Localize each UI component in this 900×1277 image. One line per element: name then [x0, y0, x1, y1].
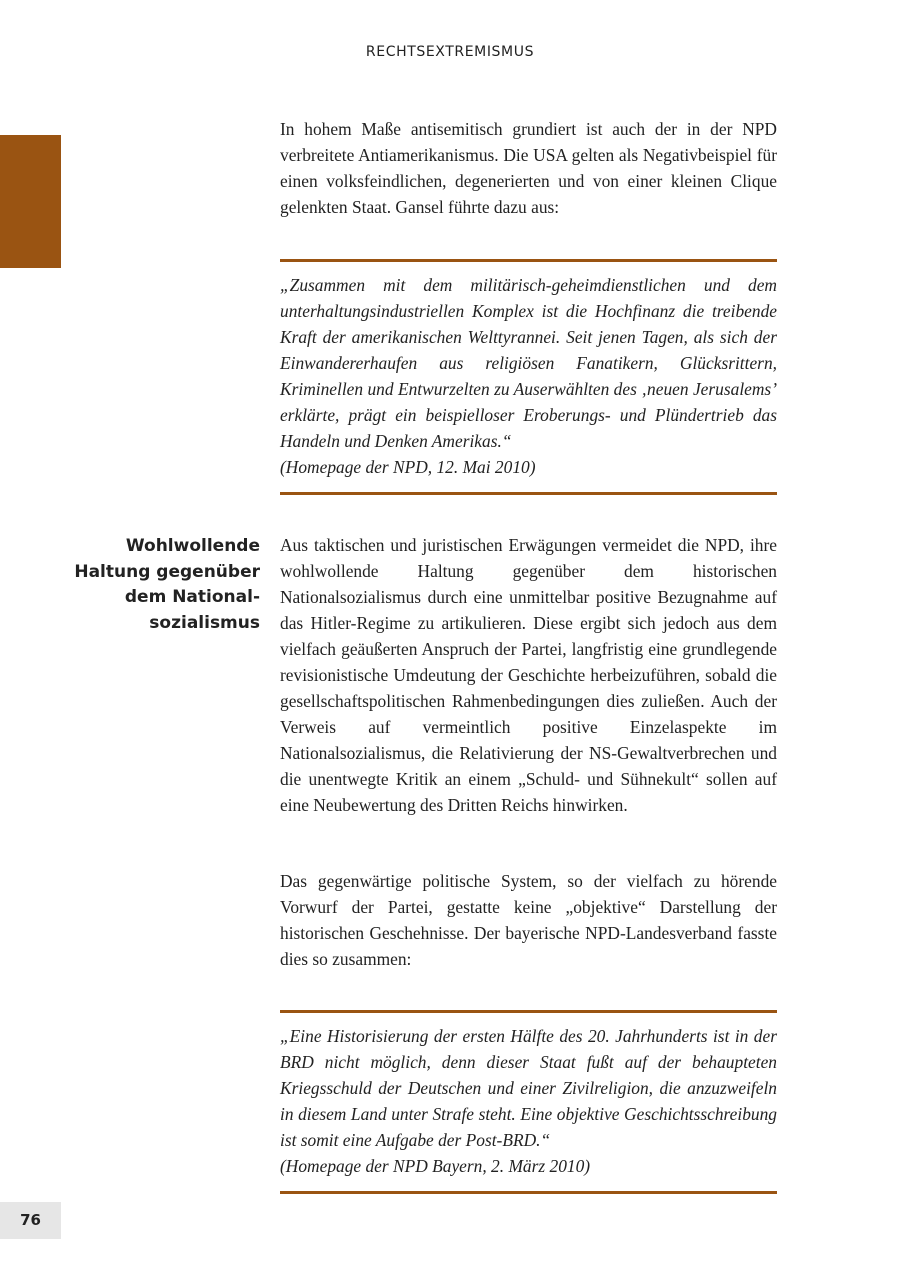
section-paragraph-2-block — [280, 868, 777, 972]
intro-paragraph: In hohem Maße antisemitisch grundiert ist auch der in der NPD verbreitete Antiamerikanismus. Die USA gelten als Negativbeispiel für einen volksfeindlichen, degenerierten und von einer kleinen Clique gelenkten Staat. Gansel führte dazu aus: — [280, 119, 777, 217]
quote1-top-rule — [280, 259, 777, 262]
heading-line-2: Haltung gegenüber — [74, 561, 260, 582]
quote1-source: (Homepage der NPD, 12. Mai 2010) — [280, 457, 536, 477]
quote2-bottom-rule — [280, 1191, 777, 1194]
quote2-top-rule — [280, 1010, 777, 1013]
section-paragraph-1: Aus taktischen und juristischen Erwägungen vermeidet die NPD, ihre wohlwollende Haltung gegenüber dem historischen Nationalsozialismus durch eine unmittelbar positive Bezugnahme auf das Hitler-Regime zu artikulieren. Diese ergibt sich jedoch aus dem vielfach geäußerten Anspruch der Partei, langfristig eine grundlegende revisionistische Umdeutung der Geschichte herbeizuführen, sobald die gesellschaftspolitischen Rahmenbedingungen dies zuließen. Auch der Verweis auf vermeintlich positive Einzelaspekte im Nationalsozialismus, die Relativierung der NS-Gewaltverbrechen und die unentwegte Kritik an einem „Schuld- und Sühnekult“ sollen auf eine Neubewertung des Dritten Reichs hinwirken. — [280, 535, 777, 815]
chapter-tab-marker — [0, 135, 61, 268]
section-paragraph-2: Das gegenwärtige politische System, so der vielfach zu hörende Vorwurf der Partei, gestatte keine „objektive“ Darstellung der historischen Geschehnisse. Der bayerische NPD-Landesverband fasste dies so zusammen: — [280, 871, 777, 969]
quote2-text: „Eine Historisierung der ersten Hälfte des 20. Jahrhunderts ist in der BRD nicht möglich, denn dieser Staat fußt auf der behaupteten Kriegsschuld der Deutschen und einer Zivilreligion, die anzuzweifeln in diesem Land unter Strafe steht. Eine objektive Geschichtsschreibung ist somit eine Aufgabe der Post-BRD.“ — [280, 1026, 777, 1150]
intro-paragraph-block — [280, 116, 777, 220]
quote2-source: (Homepage der NPD Bayern, 2. März 2010) — [280, 1156, 591, 1176]
heading-line-4: sozialismus — [149, 612, 260, 633]
section-margin-heading — [60, 534, 260, 636]
section-paragraph-1-block — [280, 532, 777, 818]
quote1-bottom-rule — [280, 492, 777, 495]
quote1-text: „Zusammen mit dem militärisch-geheimdienstlichen und dem unterhaltungsindustriellen Komplex ist die Hochfinanz die treibende Kraft der amerikanischen Welttyrannei. Seit jenen Tagen, als sich der Einwandererhaufen aus religiösen Fanatikern, Glücksrittern, Kriminellen und Entwurzelten zu Auserwählten des ‚neuen Jerusalems’ erklärte, prägt ein beispielloser Eroberungs- und Plündertrieb das Handeln und Denken Amerikas.“ — [280, 275, 777, 451]
running-header: RECHTSEXTREMISMUS — [365, 44, 535, 60]
quote1-block — [280, 272, 777, 480]
heading-line-1: Wohlwollende — [125, 536, 260, 556]
quote2-block — [280, 1023, 777, 1179]
page-number: 76 — [0, 1202, 61, 1239]
heading-line-3: dem National- — [124, 587, 260, 607]
